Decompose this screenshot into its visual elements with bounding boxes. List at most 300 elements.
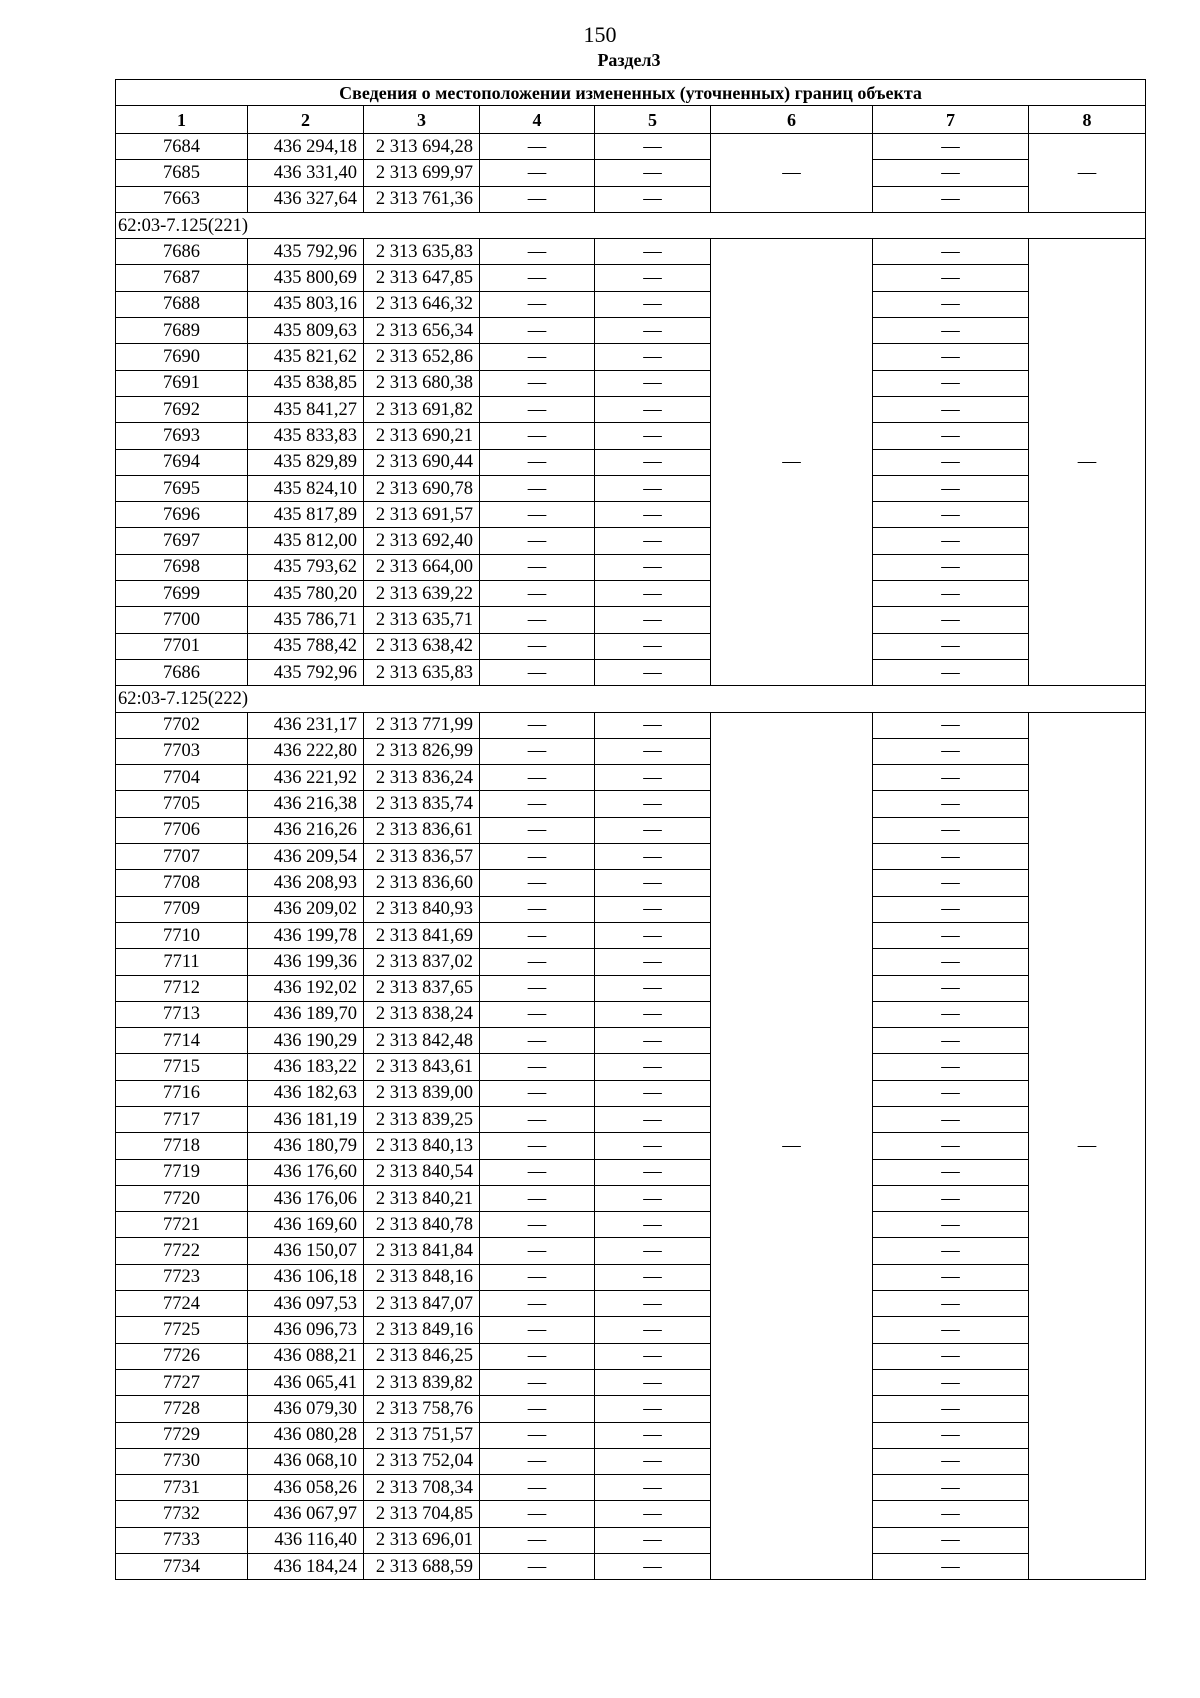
point-number: 7712 bbox=[116, 975, 248, 1001]
x-coordinate: 435 780,20 bbox=[248, 581, 364, 607]
column-5-value: — bbox=[595, 1159, 711, 1185]
point-number: 7716 bbox=[116, 1080, 248, 1106]
point-number: 7689 bbox=[116, 318, 248, 344]
x-coordinate: 436 180,79 bbox=[248, 1133, 364, 1159]
column-7-value: — bbox=[873, 1317, 1029, 1343]
cadastral-number-label: 62:03-7.125(221) bbox=[116, 212, 1146, 238]
column-6-value: — bbox=[711, 239, 873, 686]
column-4-value: — bbox=[480, 449, 595, 475]
column-5-value: — bbox=[595, 1396, 711, 1422]
point-number: 7700 bbox=[116, 607, 248, 633]
column-5-value: — bbox=[595, 1054, 711, 1080]
x-coordinate: 436 067,97 bbox=[248, 1501, 364, 1527]
column-5-value: — bbox=[595, 449, 711, 475]
table-row bbox=[116, 1317, 1146, 1343]
point-number: 7703 bbox=[116, 738, 248, 764]
y-coordinate: 2 313 647,85 bbox=[364, 265, 480, 291]
column-5-value: — bbox=[595, 633, 711, 659]
column-7-value: — bbox=[873, 1527, 1029, 1553]
column-4-value: — bbox=[480, 791, 595, 817]
point-number: 7687 bbox=[116, 265, 248, 291]
table-row bbox=[116, 922, 1146, 948]
table-row bbox=[116, 291, 1146, 317]
column-5-value: — bbox=[595, 1369, 711, 1395]
point-number: 7724 bbox=[116, 1291, 248, 1317]
x-coordinate: 436 208,93 bbox=[248, 870, 364, 896]
column-4-value: — bbox=[480, 1343, 595, 1369]
y-coordinate: 2 313 694,28 bbox=[364, 134, 480, 160]
column-5-value: — bbox=[595, 791, 711, 817]
section-title: Раздел3 bbox=[597, 50, 661, 70]
column-4-value: — bbox=[480, 396, 595, 422]
column-4-value: — bbox=[480, 291, 595, 317]
y-coordinate: 2 313 691,82 bbox=[364, 396, 480, 422]
y-coordinate: 2 313 835,74 bbox=[364, 791, 480, 817]
point-number: 7725 bbox=[116, 1317, 248, 1343]
y-coordinate: 2 313 840,93 bbox=[364, 896, 480, 922]
column-4-value: — bbox=[480, 134, 595, 160]
table-row bbox=[116, 870, 1146, 896]
column-7-value: — bbox=[873, 1369, 1029, 1395]
x-coordinate: 436 176,06 bbox=[248, 1185, 364, 1211]
point-number: 7705 bbox=[116, 791, 248, 817]
column-5-value: — bbox=[595, 1133, 711, 1159]
x-coordinate: 435 809,63 bbox=[248, 318, 364, 344]
table-row bbox=[116, 1343, 1146, 1369]
column-4-value: — bbox=[480, 1238, 595, 1264]
y-coordinate: 2 313 842,48 bbox=[364, 1028, 480, 1054]
table-row bbox=[116, 528, 1146, 554]
y-coordinate: 2 313 688,59 bbox=[364, 1554, 480, 1580]
column-7-value: — bbox=[873, 1422, 1029, 1448]
x-coordinate: 436 106,18 bbox=[248, 1264, 364, 1290]
point-number: 7728 bbox=[116, 1396, 248, 1422]
column-7-value: — bbox=[873, 134, 1029, 160]
y-coordinate: 2 313 635,83 bbox=[364, 239, 480, 265]
column-5-value: — bbox=[595, 922, 711, 948]
column-7-value: — bbox=[873, 1238, 1029, 1264]
column-7-value: — bbox=[873, 922, 1029, 948]
column-5-value: — bbox=[595, 291, 711, 317]
x-coordinate: 435 821,62 bbox=[248, 344, 364, 370]
column-7-value: — bbox=[873, 1396, 1029, 1422]
column-7-value: — bbox=[873, 1106, 1029, 1132]
x-coordinate: 436 327,64 bbox=[248, 186, 364, 212]
x-coordinate: 436 088,21 bbox=[248, 1343, 364, 1369]
x-coordinate: 435 824,10 bbox=[248, 475, 364, 501]
column-5-value: — bbox=[595, 607, 711, 633]
point-number: 7723 bbox=[116, 1264, 248, 1290]
table-row bbox=[116, 1369, 1146, 1395]
y-coordinate: 2 313 771,99 bbox=[364, 712, 480, 738]
column-5-value: — bbox=[595, 844, 711, 870]
column-5-value: — bbox=[595, 502, 711, 528]
column-8-value: — bbox=[1029, 239, 1146, 686]
point-number: 7733 bbox=[116, 1527, 248, 1553]
column-5-value: — bbox=[595, 1028, 711, 1054]
point-number: 7697 bbox=[116, 528, 248, 554]
column-5-value: — bbox=[595, 1527, 711, 1553]
x-coordinate: 436 116,40 bbox=[248, 1527, 364, 1553]
column-5-value: — bbox=[595, 765, 711, 791]
x-coordinate: 435 803,16 bbox=[248, 291, 364, 317]
point-number: 7696 bbox=[116, 502, 248, 528]
table-row bbox=[116, 344, 1146, 370]
x-coordinate: 435 788,42 bbox=[248, 633, 364, 659]
x-coordinate: 436 184,24 bbox=[248, 1554, 364, 1580]
y-coordinate: 2 313 635,71 bbox=[364, 607, 480, 633]
column-7-value: — bbox=[873, 344, 1029, 370]
column-4-value: — bbox=[480, 1422, 595, 1448]
column-5-value: — bbox=[595, 581, 711, 607]
point-number: 7721 bbox=[116, 1212, 248, 1238]
column-7-value: — bbox=[873, 975, 1029, 1001]
table-row bbox=[116, 1396, 1146, 1422]
column-7-value: — bbox=[873, 1028, 1029, 1054]
column-5-value: — bbox=[595, 659, 711, 685]
column-5-value: — bbox=[595, 1291, 711, 1317]
column-number: 1 bbox=[116, 106, 248, 134]
column-7-value: — bbox=[873, 633, 1029, 659]
column-5-value: — bbox=[595, 1422, 711, 1448]
table-row bbox=[116, 160, 1146, 186]
point-number: 7710 bbox=[116, 922, 248, 948]
column-number: 4 bbox=[480, 106, 595, 134]
table-row bbox=[116, 1054, 1146, 1080]
x-coordinate: 435 829,89 bbox=[248, 449, 364, 475]
y-coordinate: 2 313 646,32 bbox=[364, 291, 480, 317]
x-coordinate: 436 176,60 bbox=[248, 1159, 364, 1185]
column-7-value: — bbox=[873, 1212, 1029, 1238]
point-number: 7690 bbox=[116, 344, 248, 370]
point-number: 7719 bbox=[116, 1159, 248, 1185]
table-row bbox=[116, 1106, 1146, 1132]
column-4-value: — bbox=[480, 712, 595, 738]
column-4-value: — bbox=[480, 765, 595, 791]
point-number: 7713 bbox=[116, 1001, 248, 1027]
point-number: 7729 bbox=[116, 1422, 248, 1448]
column-5-value: — bbox=[595, 1317, 711, 1343]
column-5-value: — bbox=[595, 370, 711, 396]
column-number: 5 bbox=[595, 106, 711, 134]
point-number: 7717 bbox=[116, 1106, 248, 1132]
table-row bbox=[116, 265, 1146, 291]
column-number: 7 bbox=[873, 106, 1029, 134]
column-5-value: — bbox=[595, 396, 711, 422]
y-coordinate: 2 313 841,69 bbox=[364, 922, 480, 948]
column-8-value: — bbox=[1029, 712, 1146, 1580]
x-coordinate: 436 182,63 bbox=[248, 1080, 364, 1106]
column-7-value: — bbox=[873, 528, 1029, 554]
x-coordinate: 436 058,26 bbox=[248, 1475, 364, 1501]
table-row bbox=[116, 1554, 1146, 1580]
point-number: 7684 bbox=[116, 134, 248, 160]
point-number: 7722 bbox=[116, 1238, 248, 1264]
column-7-value: — bbox=[873, 896, 1029, 922]
table-row bbox=[116, 1264, 1146, 1290]
column-7-value: — bbox=[873, 765, 1029, 791]
table-row bbox=[116, 738, 1146, 764]
table-row bbox=[116, 370, 1146, 396]
column-4-value: — bbox=[480, 922, 595, 948]
column-5-value: — bbox=[595, 1238, 711, 1264]
column-5-value: — bbox=[595, 1001, 711, 1027]
point-number: 7692 bbox=[116, 396, 248, 422]
column-7-value: — bbox=[873, 502, 1029, 528]
column-7-value: — bbox=[873, 1001, 1029, 1027]
x-coordinate: 435 812,00 bbox=[248, 528, 364, 554]
column-4-value: — bbox=[480, 554, 595, 580]
column-4-value: — bbox=[480, 633, 595, 659]
point-number: 7704 bbox=[116, 765, 248, 791]
column-5-value: — bbox=[595, 1185, 711, 1211]
x-coordinate: 436 190,29 bbox=[248, 1028, 364, 1054]
column-7-value: — bbox=[873, 318, 1029, 344]
y-coordinate: 2 313 751,57 bbox=[364, 1422, 480, 1448]
table-row bbox=[116, 659, 1146, 685]
column-7-value: — bbox=[873, 659, 1029, 685]
y-coordinate: 2 313 841,84 bbox=[364, 1238, 480, 1264]
column-5-value: — bbox=[595, 1554, 711, 1580]
column-7-value: — bbox=[873, 1054, 1029, 1080]
point-number: 7693 bbox=[116, 423, 248, 449]
column-4-value: — bbox=[480, 1317, 595, 1343]
y-coordinate: 2 313 840,78 bbox=[364, 1212, 480, 1238]
column-7-value: — bbox=[873, 370, 1029, 396]
point-number: 7731 bbox=[116, 1475, 248, 1501]
table-row bbox=[116, 502, 1146, 528]
y-coordinate: 2 313 839,25 bbox=[364, 1106, 480, 1132]
column-number: 6 bbox=[711, 106, 873, 134]
y-coordinate: 2 313 826,99 bbox=[364, 738, 480, 764]
x-coordinate: 436 181,19 bbox=[248, 1106, 364, 1132]
table-row bbox=[116, 949, 1146, 975]
x-coordinate: 436 150,07 bbox=[248, 1238, 364, 1264]
column-4-value: — bbox=[480, 186, 595, 212]
column-5-value: — bbox=[595, 1448, 711, 1474]
boundary-coordinates-table bbox=[115, 79, 1146, 1580]
column-7-value: — bbox=[873, 475, 1029, 501]
column-5-value: — bbox=[595, 423, 711, 449]
x-coordinate: 436 096,73 bbox=[248, 1317, 364, 1343]
point-number: 7691 bbox=[116, 370, 248, 396]
table-row bbox=[116, 1212, 1146, 1238]
column-7-value: — bbox=[873, 738, 1029, 764]
x-coordinate: 436 199,36 bbox=[248, 949, 364, 975]
column-4-value: — bbox=[480, 844, 595, 870]
column-7-value: — bbox=[873, 265, 1029, 291]
table-row bbox=[116, 475, 1146, 501]
x-coordinate: 436 209,02 bbox=[248, 896, 364, 922]
page-number: 150 bbox=[583, 22, 617, 47]
table-row bbox=[116, 1001, 1146, 1027]
y-coordinate: 2 313 839,00 bbox=[364, 1080, 480, 1106]
y-coordinate: 2 313 708,34 bbox=[364, 1475, 480, 1501]
table-row bbox=[116, 1448, 1146, 1474]
y-coordinate: 2 313 849,16 bbox=[364, 1317, 480, 1343]
column-5-value: — bbox=[595, 1212, 711, 1238]
y-coordinate: 2 313 836,60 bbox=[364, 870, 480, 896]
x-coordinate: 436 183,22 bbox=[248, 1054, 364, 1080]
column-7-value: — bbox=[873, 239, 1029, 265]
table-row bbox=[116, 1133, 1146, 1159]
point-number: 7702 bbox=[116, 712, 248, 738]
x-coordinate: 435 792,96 bbox=[248, 239, 364, 265]
point-number: 7694 bbox=[116, 449, 248, 475]
table-row bbox=[116, 1501, 1146, 1527]
column-4-value: — bbox=[480, 1475, 595, 1501]
y-coordinate: 2 313 846,25 bbox=[364, 1343, 480, 1369]
column-5-value: — bbox=[595, 160, 711, 186]
column-number-row bbox=[116, 106, 1146, 134]
cadastral-number-label: 62:03-7.125(222) bbox=[116, 686, 1146, 712]
column-7-value: — bbox=[873, 1133, 1029, 1159]
column-4-value: — bbox=[480, 1369, 595, 1395]
point-number: 7707 bbox=[116, 844, 248, 870]
table-row bbox=[116, 239, 1146, 265]
column-4-value: — bbox=[480, 870, 595, 896]
point-number: 7730 bbox=[116, 1448, 248, 1474]
column-4-value: — bbox=[480, 1159, 595, 1185]
column-7-value: — bbox=[873, 870, 1029, 896]
column-5-value: — bbox=[595, 975, 711, 1001]
y-coordinate: 2 313 838,24 bbox=[364, 1001, 480, 1027]
x-coordinate: 435 833,83 bbox=[248, 423, 364, 449]
column-7-value: — bbox=[873, 160, 1029, 186]
column-7-value: — bbox=[873, 1264, 1029, 1290]
column-5-value: — bbox=[595, 475, 711, 501]
x-coordinate: 436 068,10 bbox=[248, 1448, 364, 1474]
column-4-value: — bbox=[480, 1106, 595, 1132]
point-number: 7699 bbox=[116, 581, 248, 607]
column-4-value: — bbox=[480, 344, 595, 370]
column-4-value: — bbox=[480, 528, 595, 554]
point-number: 7726 bbox=[116, 1343, 248, 1369]
column-4-value: — bbox=[480, 817, 595, 843]
column-4-value: — bbox=[480, 975, 595, 1001]
column-4-value: — bbox=[480, 896, 595, 922]
column-7-value: — bbox=[873, 449, 1029, 475]
y-coordinate: 2 313 690,21 bbox=[364, 423, 480, 449]
column-7-value: — bbox=[873, 607, 1029, 633]
table-row bbox=[116, 765, 1146, 791]
y-coordinate: 2 313 840,13 bbox=[364, 1133, 480, 1159]
y-coordinate: 2 313 848,16 bbox=[364, 1264, 480, 1290]
y-coordinate: 2 313 656,34 bbox=[364, 318, 480, 344]
x-coordinate: 436 169,60 bbox=[248, 1212, 364, 1238]
column-7-value: — bbox=[873, 396, 1029, 422]
y-coordinate: 2 313 699,97 bbox=[364, 160, 480, 186]
x-coordinate: 435 786,71 bbox=[248, 607, 364, 633]
table-row bbox=[116, 712, 1146, 738]
y-coordinate: 2 313 837,02 bbox=[364, 949, 480, 975]
column-7-value: — bbox=[873, 1448, 1029, 1474]
column-5-value: — bbox=[595, 1343, 711, 1369]
column-4-value: — bbox=[480, 318, 595, 344]
column-4-value: — bbox=[480, 1028, 595, 1054]
table-row bbox=[116, 1159, 1146, 1185]
column-7-value: — bbox=[873, 1291, 1029, 1317]
column-4-value: — bbox=[480, 949, 595, 975]
point-number: 7706 bbox=[116, 817, 248, 843]
column-4-value: — bbox=[480, 475, 595, 501]
table-row bbox=[116, 1238, 1146, 1264]
y-coordinate: 2 313 638,42 bbox=[364, 633, 480, 659]
point-number: 7686 bbox=[116, 659, 248, 685]
column-7-value: — bbox=[873, 1554, 1029, 1580]
column-4-value: — bbox=[480, 1185, 595, 1211]
point-number: 7709 bbox=[116, 896, 248, 922]
column-4-value: — bbox=[480, 1080, 595, 1106]
column-6-value: — bbox=[711, 134, 873, 213]
column-5-value: — bbox=[595, 1106, 711, 1132]
point-number: 7720 bbox=[116, 1185, 248, 1211]
column-4-value: — bbox=[480, 423, 595, 449]
point-number: 7698 bbox=[116, 554, 248, 580]
x-coordinate: 435 800,69 bbox=[248, 265, 364, 291]
x-coordinate: 435 817,89 bbox=[248, 502, 364, 528]
column-7-value: — bbox=[873, 1475, 1029, 1501]
y-coordinate: 2 313 847,07 bbox=[364, 1291, 480, 1317]
x-coordinate: 436 209,54 bbox=[248, 844, 364, 870]
column-4-value: — bbox=[480, 738, 595, 764]
table-row bbox=[116, 449, 1146, 475]
column-7-value: — bbox=[873, 1185, 1029, 1211]
column-7-value: — bbox=[873, 1501, 1029, 1527]
y-coordinate: 2 313 758,76 bbox=[364, 1396, 480, 1422]
column-7-value: — bbox=[873, 423, 1029, 449]
y-coordinate: 2 313 843,61 bbox=[364, 1054, 480, 1080]
table-row bbox=[116, 896, 1146, 922]
x-coordinate: 436 192,02 bbox=[248, 975, 364, 1001]
column-number: 3 bbox=[364, 106, 480, 134]
column-7-value: — bbox=[873, 291, 1029, 317]
column-7-value: — bbox=[873, 186, 1029, 212]
x-coordinate: 436 097,53 bbox=[248, 1291, 364, 1317]
column-5-value: — bbox=[595, 318, 711, 344]
point-number: 7715 bbox=[116, 1054, 248, 1080]
point-number: 7685 bbox=[116, 160, 248, 186]
y-coordinate: 2 313 839,82 bbox=[364, 1369, 480, 1395]
point-number: 7718 bbox=[116, 1133, 248, 1159]
column-number: 2 bbox=[248, 106, 364, 134]
y-coordinate: 2 313 691,57 bbox=[364, 502, 480, 528]
column-5-value: — bbox=[595, 949, 711, 975]
column-4-value: — bbox=[480, 1448, 595, 1474]
column-5-value: — bbox=[595, 554, 711, 580]
table-row bbox=[116, 1527, 1146, 1553]
table-row bbox=[116, 633, 1146, 659]
column-4-value: — bbox=[480, 1054, 595, 1080]
point-number: 7695 bbox=[116, 475, 248, 501]
column-4-value: — bbox=[480, 370, 595, 396]
column-5-value: — bbox=[595, 186, 711, 212]
column-4-value: — bbox=[480, 265, 595, 291]
y-coordinate: 2 313 752,04 bbox=[364, 1448, 480, 1474]
y-coordinate: 2 313 840,54 bbox=[364, 1159, 480, 1185]
table-row bbox=[116, 318, 1146, 344]
x-coordinate: 436 216,26 bbox=[248, 817, 364, 843]
x-coordinate: 436 065,41 bbox=[248, 1369, 364, 1395]
x-coordinate: 436 294,18 bbox=[248, 134, 364, 160]
column-8-value: — bbox=[1029, 134, 1146, 213]
point-number: 7711 bbox=[116, 949, 248, 975]
column-5-value: — bbox=[595, 738, 711, 764]
point-number: 7734 bbox=[116, 1554, 248, 1580]
y-coordinate: 2 313 836,61 bbox=[364, 817, 480, 843]
column-7-value: — bbox=[873, 1159, 1029, 1185]
y-coordinate: 2 313 692,40 bbox=[364, 528, 480, 554]
